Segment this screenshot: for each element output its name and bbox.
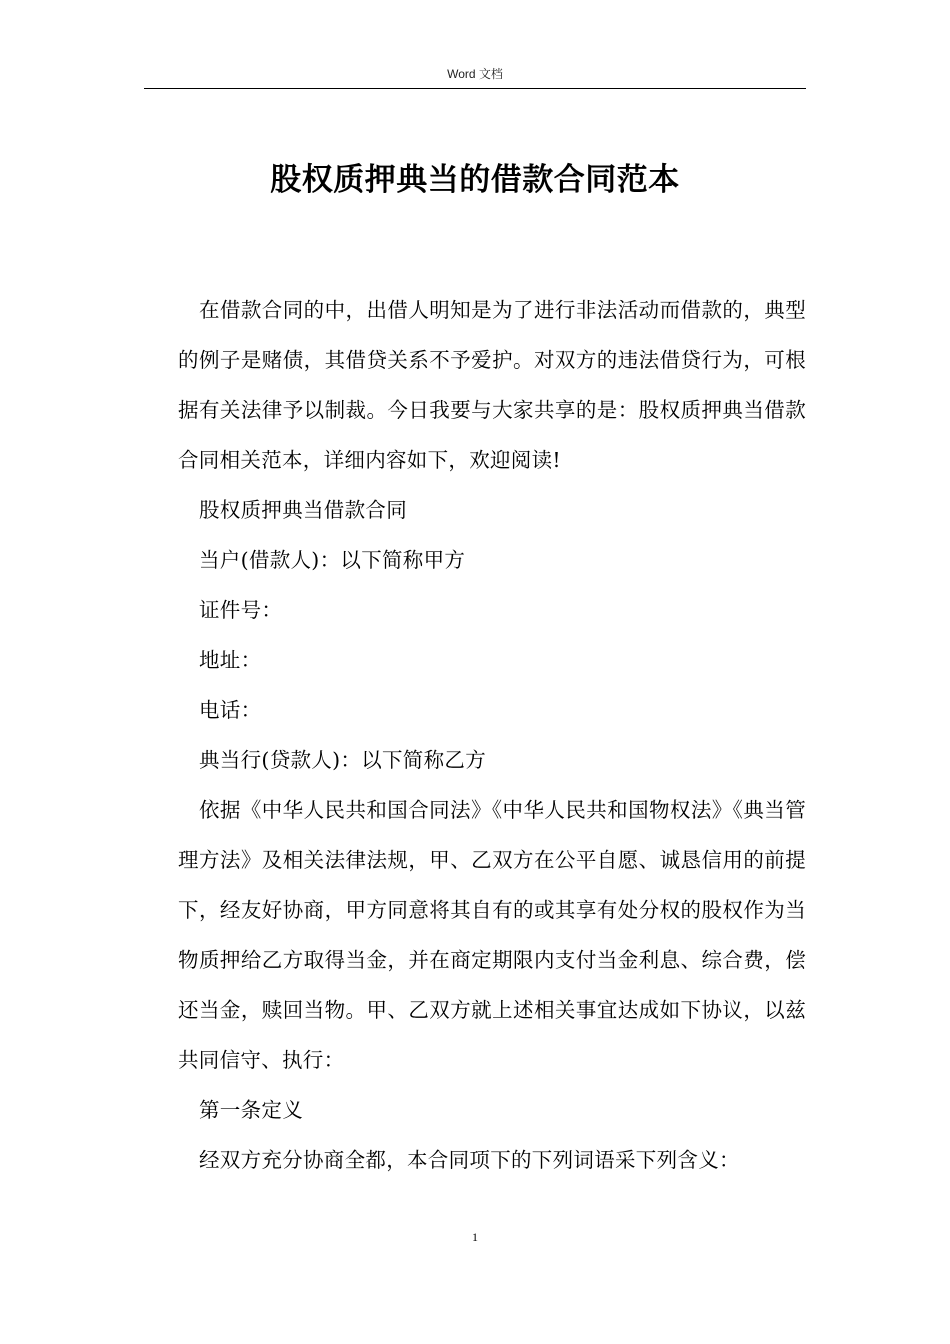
header-label: Word 文档 (447, 67, 503, 81)
paragraph-party-a: 当户(借款人)：以下简称甲方 (199, 548, 466, 572)
paragraph-address: 地址： (199, 648, 262, 672)
paragraph-definitions: 经双方充分协商全都，本合同项下的下列词语采下列含义： (199, 1148, 740, 1172)
document-title: 股权质押典当的借款合同范本 (270, 162, 680, 198)
paragraph-article-one: 第一条定义 (199, 1098, 303, 1122)
paragraph-id-number: 证件号： (199, 598, 283, 622)
paragraph-contract-name: 股权质押典当借款合同 (199, 498, 407, 522)
page-number: 1 (472, 1230, 478, 1244)
paragraph-intro: 在借款合同的中，出借人明知是为了进行非法活动而借款的，典型的例子是赌债，其借贷关系不予爱护。对双方的违法借贷行为，可根据有关法律予以制裁。今日我要与大家共享的是：股权质押典当借款合同相关范本，详细内容如下，欢迎阅读! (178, 298, 806, 472)
document-body (178, 285, 806, 1185)
paragraph-party-b: 典当行(贷款人)：以下简称乙方 (199, 748, 486, 772)
paragraph-legal-basis: 依据《中华人民共和国合同法》《中华人民共和国物权法》《典当管理方法》及相关法律法规，甲、乙双方在公平自愿、诚恳信用的前提下，经友好协商，甲方同意将其自有的或其享有处分权的股权作为当物质押给乙方取得当金，并在商定期限内支付当金利息、综合费，偿还当金，赎回当物。甲、乙双方就上述相关事宜达成如下协议，以兹共同信守、执行： (178, 798, 806, 1072)
page-header (144, 64, 806, 89)
paragraph-phone: 电话： (199, 698, 262, 722)
